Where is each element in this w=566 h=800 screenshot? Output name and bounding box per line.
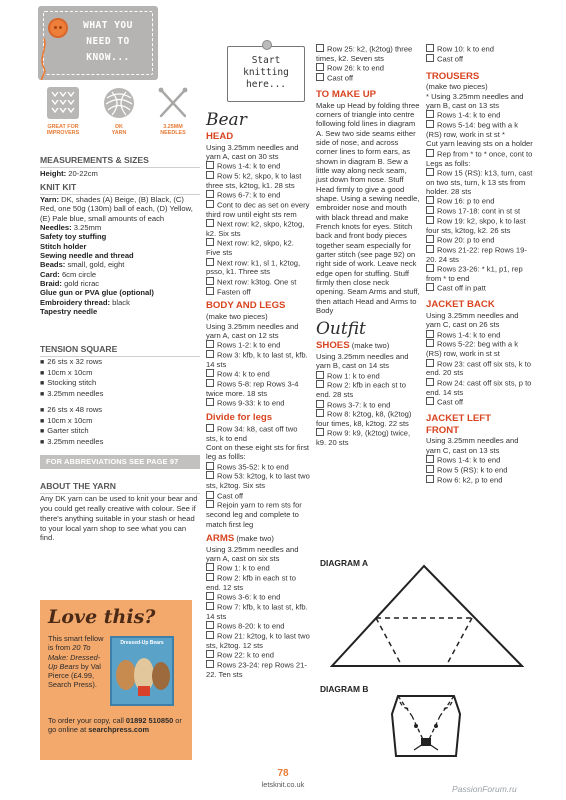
diagram-b-bear-head [318, 680, 536, 766]
column-2 [316, 44, 420, 448]
jacket-left-intro: Using 3.25mm needles and yarn C, cast on 13 sts [426, 436, 519, 455]
braid-value: gold ricrac [61, 278, 100, 288]
badge-line2: NEED TO [86, 36, 130, 47]
arms-heading-line [206, 533, 310, 545]
page-number: 78 [277, 768, 289, 779]
arms-row: Row 21: k2tog, k to last two sts, k2tog. 12 sts [206, 631, 310, 651]
braid-line [40, 279, 200, 288]
tension-list-2 [40, 405, 200, 447]
trousers-row: Rows 17-18: cont in st st [426, 206, 534, 216]
body-row: Rows 1-2: k to end [206, 340, 310, 350]
badge-line1: WHAT YOU [83, 20, 133, 31]
needles-value: 3.25mm [71, 222, 102, 232]
difficulty-icons [40, 86, 200, 150]
pin-icon [262, 40, 272, 50]
trousers-note: * Using 3.25mm needles and yarn B, cast on 13 sts [426, 91, 524, 111]
tapestry-label: Tapestry needle [40, 306, 98, 316]
trousers-text: Cut yarn leaving sts on a holder [426, 139, 533, 149]
body-intro: Using 3.25mm needles and yarn A, cast on 12 sts [206, 321, 299, 340]
promo-order-text [48, 716, 188, 735]
card-value: 6cm circle [59, 269, 97, 279]
tension-list-1 [40, 357, 200, 399]
height-value: 20-22cm [66, 169, 98, 178]
badge-line3: KNOW... [86, 52, 130, 63]
body-sub: (make two pieces) [206, 312, 268, 322]
head-row: Next row: k3tog. One st [206, 277, 310, 287]
arms-row: Row 1: k to end [206, 563, 310, 573]
divide-text: Cont on these eight sts for first leg as follls: [206, 442, 309, 462]
arms-heading: ARMS [206, 532, 235, 544]
knitting-needles-icon [156, 86, 190, 120]
jacket-left-heading-2: FRONT [426, 424, 460, 436]
about-yarn-text: Any DK yarn can be used to knit your bear and you could get really creative with colour. See if there's anything suitable in your stash or head to your local yarn shop to see what you can find. [40, 494, 198, 543]
list-item: ■ Stocking stitch [40, 378, 200, 389]
shoes-sub: (make two) [349, 341, 390, 351]
icon-caption-level-1: GREAT FOR [47, 124, 79, 130]
arms-row: Row 2: kfb in each st to end. 12 sts [206, 573, 310, 592]
thread-label: Embroidery thread: [40, 297, 111, 307]
arms-row: Row 26: k to end [316, 63, 420, 73]
card-line [40, 270, 200, 279]
shoes-row: Rows 3-7: k to end [316, 400, 420, 410]
promo-t4: To order your copy, call [48, 716, 126, 725]
start-line3: here... [245, 78, 287, 90]
shoes-row: Row 1: k to end [316, 371, 420, 381]
list-item: ■ 26 sts x 32 rows [40, 357, 200, 368]
head-row: Next row: k2, skpo, k2. Five sts [206, 238, 310, 257]
body-row: Rows 5-8: rep Rows 3-4 twice more. 18 sts [206, 379, 310, 398]
promo-t3: by Val Pierce (£4.99, Search Press). [48, 661, 101, 690]
promo-text [48, 634, 106, 690]
shoes-row: Row 9: k9, (k2tog) twice, k9. 20 sts [316, 428, 420, 447]
trousers-row: Rows 23-26: * k1, p1, rep from * to end [426, 264, 534, 283]
diagram-a-triangle [318, 560, 536, 672]
arms-sub: (make two) [234, 533, 274, 543]
promo-site-link[interactable]: searchpress.com [88, 725, 150, 735]
glue-label: Glue gun or PVA glue (optional) [40, 288, 154, 298]
head-row: Fasten off [206, 287, 310, 297]
body-row: Rows 9-33: k to end [206, 398, 310, 408]
knit-kit-heading: KNIT KIT [40, 182, 200, 195]
trousers-row: Rows 1-4: k to end [426, 110, 534, 120]
shoes-row: Row 8: k2tog, k8, (k2tog) four times, k8, k2tog. 22 sts [316, 409, 420, 428]
book-promo [40, 600, 192, 760]
list-item: ■ 3.25mm needles [40, 437, 200, 448]
jacket-left-row: Row 6: k2, p to end [426, 475, 534, 485]
icon-caption-needles-1: 3.25MM [163, 124, 183, 130]
arms-row: Row 22: k to end [206, 650, 310, 660]
divide-row: Rejoin yarn to rem sts for second leg and complete to match first leg [206, 500, 310, 528]
head-row: Cont to dec as set on every third row until eight sts rem [206, 200, 310, 219]
icon-cell-level [40, 86, 86, 136]
trousers-row: Rows 21-22: rep Rows 19-20. 24 sts [426, 245, 534, 264]
divide-row: Row 53: k2tog, k to last two sts, k2tog. Six sts [206, 471, 310, 491]
book-cover-title: Dressed-Up Bears [120, 640, 164, 646]
bear-hat-accent [138, 686, 150, 696]
divide-heading: Divide for legs [206, 412, 273, 424]
about-yarn-heading: ABOUT THE YARN [40, 481, 200, 494]
yarn-ball-icon [102, 86, 136, 120]
arms-row: Rows 8-20: k to end [206, 621, 310, 631]
braid-label: Braid: [40, 278, 62, 288]
icon-caption-level-2: IMPROVERS [46, 130, 80, 137]
beads-line [40, 260, 200, 269]
trousers-row: Row 15 (RS): k13, turn, cast on two sts, turn, k 13 sts from holder. 28 sts [426, 168, 533, 197]
divide-row: Cast off [206, 491, 310, 501]
bear-image-3 [152, 662, 170, 690]
height-label: Height: [40, 169, 67, 178]
start-line1: Start [251, 55, 281, 66]
shoes-row: Row 2: kfb in each st to end. 28 sts [316, 380, 420, 399]
head-intro: Using 3.25mm needles and yarn A, cast on 30 sts [206, 142, 299, 162]
trousers-row: Cast off in patt [426, 283, 534, 293]
promo-phone: 01892 510850 [125, 716, 174, 725]
icon-cell-yarn [96, 86, 142, 136]
list-item: ■ 26 sts x 48 rows [40, 405, 200, 416]
tapestry-line [40, 307, 200, 316]
sewing-label: Sewing needle and thread [40, 250, 134, 260]
trousers-row: Row 20: p to end [426, 235, 534, 245]
jacket-back-row: Rows 5-22: beg with a k (RS) row, work in st st [426, 339, 534, 358]
jacket-back-intro: Using 3.25mm needles and yarn C, cast on 26 sts [426, 310, 519, 330]
kit-list [40, 195, 200, 316]
jacket-left-heading-1: JACKET LEFT [426, 412, 492, 424]
diagram-a-label: DIAGRAM A [320, 558, 369, 568]
divide-row: Rows 35-52: k to end [206, 462, 310, 472]
start-note-text [228, 55, 304, 91]
start-line2: knitting [243, 66, 289, 78]
beads-label: Beads: [40, 260, 66, 270]
jacket-back-row: Cast off [426, 397, 534, 407]
diagram-b-label: DIAGRAM B [320, 684, 369, 694]
height-line [40, 169, 200, 178]
column-1 [206, 110, 310, 679]
glue-line [40, 288, 200, 297]
thread-value: black [110, 297, 130, 307]
yarn-label: Yarn: [40, 195, 59, 204]
trousers-row: Row 16: p to end [426, 196, 534, 206]
button-icon [48, 18, 68, 38]
arms-row: Rows 3-6: k to end [206, 592, 310, 602]
promo-t5: or go online at [48, 716, 182, 735]
shoes-row: Cast off [426, 54, 534, 64]
sewing-line [40, 251, 200, 260]
shoes-intro: Using 3.25mm needles and yarn B, cast on 14 sts [316, 351, 409, 371]
shoes-row: Row 10: k to end [426, 44, 534, 54]
tension-heading: TENSION SQUARE [40, 344, 200, 357]
trousers-row: Row 19: k2, skpo, k to last four sts, k2tog, k2. 26 sts [426, 216, 534, 235]
book-cover-image [110, 636, 174, 706]
measurements-heading: MEASUREMENTS & SIZES [40, 155, 200, 168]
ribbon-icon [34, 38, 54, 80]
arms-row: Row 7: kfb, k to last st, kfb. 14 sts [206, 602, 310, 621]
icon-caption-needles-2: NEEDLES [160, 130, 186, 137]
list-item: ■ 10cm x 10cm [40, 416, 200, 427]
arms-row: Cast off [316, 73, 420, 83]
head-row: Next row: k1, sl 1, k2tog, psso, k1. Three sts [206, 258, 310, 277]
jacket-back-heading: JACKET BACK [426, 299, 495, 311]
watermark: PassionForum.ru [452, 784, 517, 794]
start-knitting-note [227, 46, 305, 102]
arms-intro: Using 3.25mm needles and yarn A, cast on six sts [206, 544, 299, 564]
make-up-heading: TO MAKE UP [316, 88, 377, 100]
body-heading: BODY AND LEGS [206, 300, 286, 312]
bear-image-1 [116, 660, 136, 690]
sidebar [34, 0, 202, 800]
promo-book-name: 20 To Make: Dressed-Up Bears [48, 643, 101, 671]
abbreviations-bar: FOR ABBREVIATIONS SEE PAGE 97 [40, 455, 200, 469]
head-row: Row 5: k2, skpo, k to last three sts, k2tog, k1. 28 sts [206, 171, 310, 190]
trousers-row: Rep from * to * once, cont to Legs as folls: [426, 149, 533, 168]
knit-swatch-icon [46, 86, 80, 120]
jacket-back-row: Row 24: cast off six sts, p to end. 14 sts [426, 378, 534, 397]
arms-row: Rows 23-24: rep Rows 21-22. Ten sts [206, 660, 310, 679]
column-3 [426, 44, 534, 484]
body-row: Row 3: kfb, k to last st, kfb. 14 sts [206, 350, 310, 369]
promo-title: Love this? [48, 606, 156, 628]
head-row: Rows 1-4: k to end [206, 161, 310, 171]
jacket-left-row: Row 5 (RS): k to end [426, 465, 534, 475]
beads-value: small, gold, eight [65, 260, 125, 270]
body-row: Row 4: k to end [206, 369, 310, 379]
icon-caption-yarn-1: DK [115, 124, 123, 130]
make-up-text: Make up Head by folding three corners of triangle into centre following fold lines in diagram A. Sew two side seams either side of nose, and across corner lines to form ears, as shown in diagram B. Sew a little way along neck seam, just down from nose. Stuff Head firmly to give a good shape. Using a sewing needle, embroider nose and mouth with black thread and make French knots for eyes. Stitch back and front body pieces together seam especially for garter stitch (see page 92) on right side of work. Leave neck edge open for stuffing. Stuff firmly then close neck opening. Seam Arms and stuff, then attach Head and Arms to Body [316, 100, 420, 315]
head-heading: HEAD [206, 130, 234, 142]
yarn-value: DK, shades (A) Beige, (B) Black, (C) Red, one 50g (130m) ball of each, (D) Yellow, (E) Pale blue, small amounts of each [40, 195, 193, 223]
needles-label: Needles: [40, 222, 72, 232]
icon-cell-needles [150, 86, 196, 136]
thread-line [40, 298, 200, 307]
holder-line [40, 242, 200, 251]
promo-t1: This smart fellow is from [48, 634, 104, 653]
list-item: ■ Garter stitch [40, 426, 200, 437]
footer-url[interactable]: letsknit.co.uk [261, 780, 305, 789]
safety-label: Safety toy stuffing [40, 232, 107, 242]
bear-script-heading: Bear [206, 110, 247, 130]
card-label: Card: [40, 269, 60, 279]
shoes-heading: SHOES [316, 340, 350, 352]
trousers-sub: (make two pieces) [426, 82, 488, 92]
divide-row: Row 34: k8, cast off two sts, k to end [206, 424, 310, 443]
jacket-left-row: Rows 1-4: k to end [426, 455, 534, 465]
list-item: ■ 10cm x 10cm [40, 368, 200, 379]
trousers-row: Rows 5-14: beg with a k (RS) row, work in st st * [426, 120, 534, 139]
head-row: Rows 6-7: k to end [206, 190, 310, 200]
shoes-heading-line [316, 340, 420, 352]
holder-label: Stitch holder [40, 241, 87, 251]
jacket-back-row: Row 23: cast off six sts, k to end. 20 sts [426, 359, 534, 378]
yarn-line [40, 195, 200, 223]
safety-line [40, 232, 200, 241]
needles-line [40, 223, 200, 232]
jacket-back-row: Rows 1-4: k to end [426, 330, 534, 340]
trousers-heading: TROUSERS [426, 70, 480, 82]
head-row: Next row: k2, skpo, k2tog, k2. Six sts [206, 219, 310, 238]
outfit-script-heading: Outfit [316, 319, 366, 340]
icon-caption-yarn-2: YARN [111, 130, 127, 137]
list-item: ■ 3.25mm needles [40, 389, 200, 400]
arms-row: Row 25: k2, (k2tog) three times, k2. Seven sts [316, 44, 420, 63]
